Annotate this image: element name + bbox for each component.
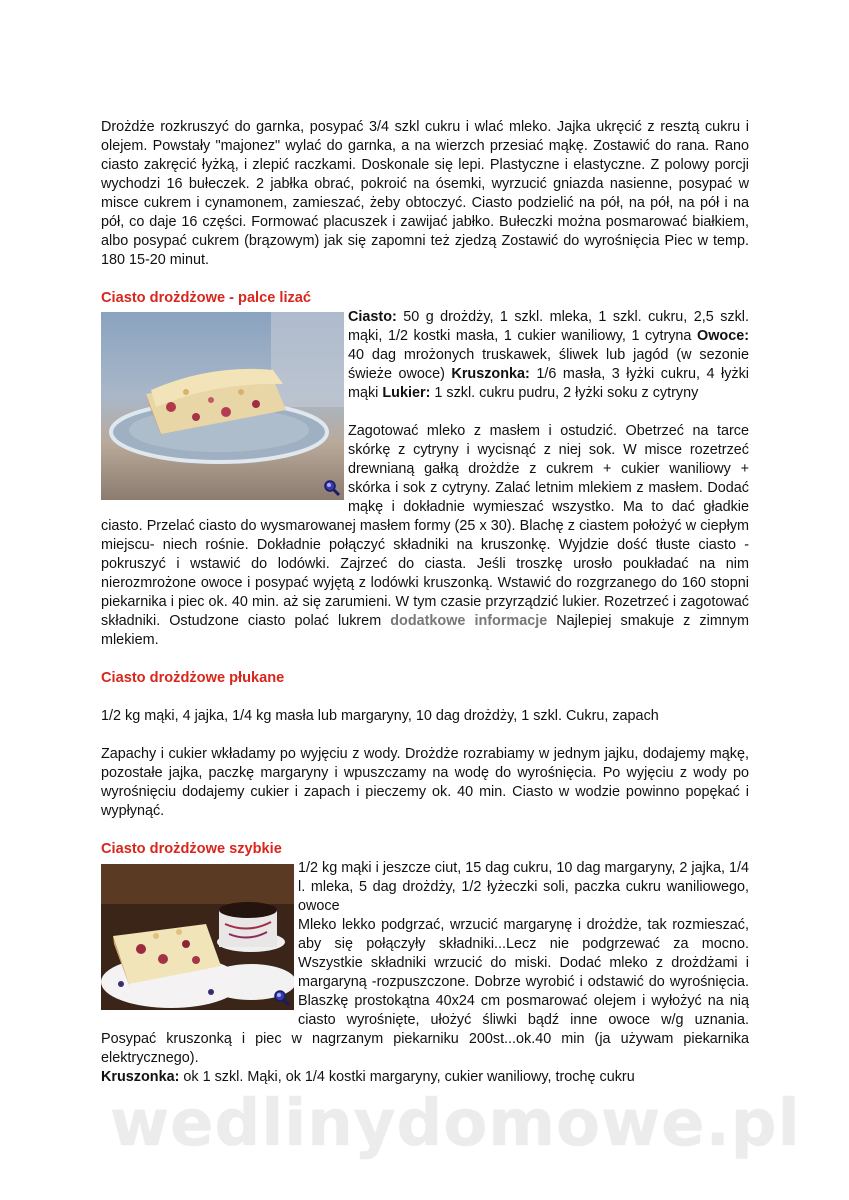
zoom-magnifier-icon[interactable] xyxy=(323,479,341,497)
label-kruszonka: Kruszonka: xyxy=(451,366,530,382)
ingredients-owoce: 40 dag mrożonych truskawek, śliwek lub jagód (w sezonie świeże owoce) xyxy=(348,347,749,382)
recipe3-kruszonka xyxy=(101,1068,749,1087)
site-watermark: wedlinydomowe.pl xyxy=(110,1087,801,1161)
document-page xyxy=(101,118,749,1087)
recipe-title-plukane: Ciasto drożdżowe płukane xyxy=(101,670,285,686)
cake-photo-2[interactable] xyxy=(101,864,294,1010)
cake-coffee-image xyxy=(101,864,294,1010)
label-owoce: Owoce: xyxy=(697,328,749,344)
more-info-link[interactable]: dodatkowe informacje xyxy=(390,613,548,629)
ingredients-kruszonka: 1/6 masła, 3 łyżki cukru, 4 łyżki mąki xyxy=(348,366,749,401)
label-lukier: Lukier: xyxy=(382,385,431,401)
label-kruszonka-3: Kruszonka: xyxy=(101,1069,180,1085)
recipe3-method: Mleko lekko podgrzać, wrzucić margarynę i drożdże, tak rozmieszać, aby się połączyły składniki...Lecz nie podgrzewać za mocno. Wszystkie składniki wrzucić do miski. Dodać mleko z drożdżami i margaryną -rozpuszczone. Dobrze wyrobić i odstawić do wyrośnięcia. Blaszkę prostokątna 40x24 cm posmarować olejem i wyłożyć na nią ciasto wyrośnięte, ułożyć śliwki bądź inne owoce w/g uznania. Posypać kruszonką i piec w nagrzanym piekarniku 200st...ok.40 min (ja używam piekarnika elektrycznego). xyxy=(101,917,749,1066)
ingredients-ciasto: 50 g drożdży, 1 szkl. mleka, 1 szkl. cukru, 2,5 szkl. mąki, 1/2 kostki masła, 1 cukier waniliowy, 1 cytryna xyxy=(348,309,749,344)
kruszonka-3-text: ok 1 szkl. Mąki, ok 1/4 kostki margaryny, cukier waniliowy, trochę cukru xyxy=(179,1069,635,1085)
label-ciasto: Ciasto: xyxy=(348,309,397,325)
cake-photo-1[interactable] xyxy=(101,312,344,500)
recipe-title-palce-lizac: Ciasto drożdżowe - palce lizać xyxy=(101,290,312,306)
method-text: Zagotować mleko z masłem i ostudzić. Obetrzeć na tarce skórkę z cytryny i wycisnąć z niej sok. W misce rozetrzeć drewnianą gałką drożdże z cukrem + cukier waniliowy + skórka i sok z cytryny. Zalać letnim mlekiem z masłem. Dodać mąkę i dokładnie wymieszać wszystko. Ma to dać gładkie ciasto. Przelać ciasto do wysmarowanej masłem formy (25 x 30). Blachę z ciastem położyć w ciepłym miejscu- niech rośnie. Dokładnie połączyć składniki na kruszonkę. Wyjdzie dość tłuste ciasto -pokruszyć i wstawić do lodówki. Zajrzeć do ciasta. Jeśli troszkę urosło poukładać na nim nierozmrożone owoce i posypać wyjętą z lodówki kruszonką. Wstawić do rozgrzanego do 160 stopni piekarnika i piec ok. 40 min. aż się zarumieni. W tym czasie przyrządzić lukier. Rozetrzeć i zagotować składniki. Ostudzone ciasto polać lukrem xyxy=(101,423,749,629)
recipe-title-szybkie: Ciasto drożdżowe szybkie xyxy=(101,841,282,857)
recipe2-method: Zapachy i cukier wkładamy po wyjęciu z wody. Drożdże rozrabiamy w jednym jajku, dodajemy mąkę, pozostałe jajka, paczkę margaryny i wpuszczamy na wodę do wyrośnięcia. Po wyjęciu z wody po wyrośnięciu dodajemy cukier i zapach i pieczemy ok. 40 min. Ciasto w wodzie powinno popękać i wypłynąć. xyxy=(101,746,749,819)
zoom-magnifier-icon-2[interactable] xyxy=(273,989,291,1007)
ingredients-lukier: 1 szkl. cukru pudru, 2 łyżki soku z cytryny xyxy=(430,385,699,401)
recipe3-ingredients: 1/2 kg mąki i jeszcze ciut, 15 dag cukru, 10 dag margaryny, 2 jajka, 1/4 l. mleka, 5 dag drożdży, 1/2 łyżeczki soli, paczka cukru waniliowego, owoce xyxy=(298,860,749,914)
method-end: Najlepiej smakuje z zimnym mlekiem. xyxy=(101,613,749,648)
recipe2-ingredients: 1/2 kg mąki, 4 jajka, 1/4 kg masła lub margaryny, 10 dag drożdży, 1 szkl. Cukru, zapach xyxy=(101,708,659,724)
cake-plate-image xyxy=(101,312,344,500)
intro-paragraph: Drożdże rozkruszyć do garnka, posypać 3/4 szkl cukru i wlać mleko. Jajka ukręcić z resztą cukru i olejem. Powstały "majonez" wylać do garnka, a na wierzch przesiać mąkę. Zostawić do rana. Rano ciasto zakręcić łyżką, i zlepić raczkami. Doskonale się lepi. Plastyczne i elastyczne. Z polowy porcji wychodzi 16 bułeczek. 2 jabłka obrać, pokroić na ósemki, wyrzucić gniazda nasienne, posypać w misce cukrem i cynamonem, zamieszać, żeby obtoczyć. Ciasto podzielić na pół, na pół, na pół i na pół, co daje 16 części. Formować placuszek i zawijać jabłko. Bułeczki można posmarować białkiem, albo posypać cukrem (brązowym) jak się zapomni też zjedzą Zostawić do wyrośnięcia Piec w temp. 180 15-20 minut. xyxy=(101,119,749,268)
